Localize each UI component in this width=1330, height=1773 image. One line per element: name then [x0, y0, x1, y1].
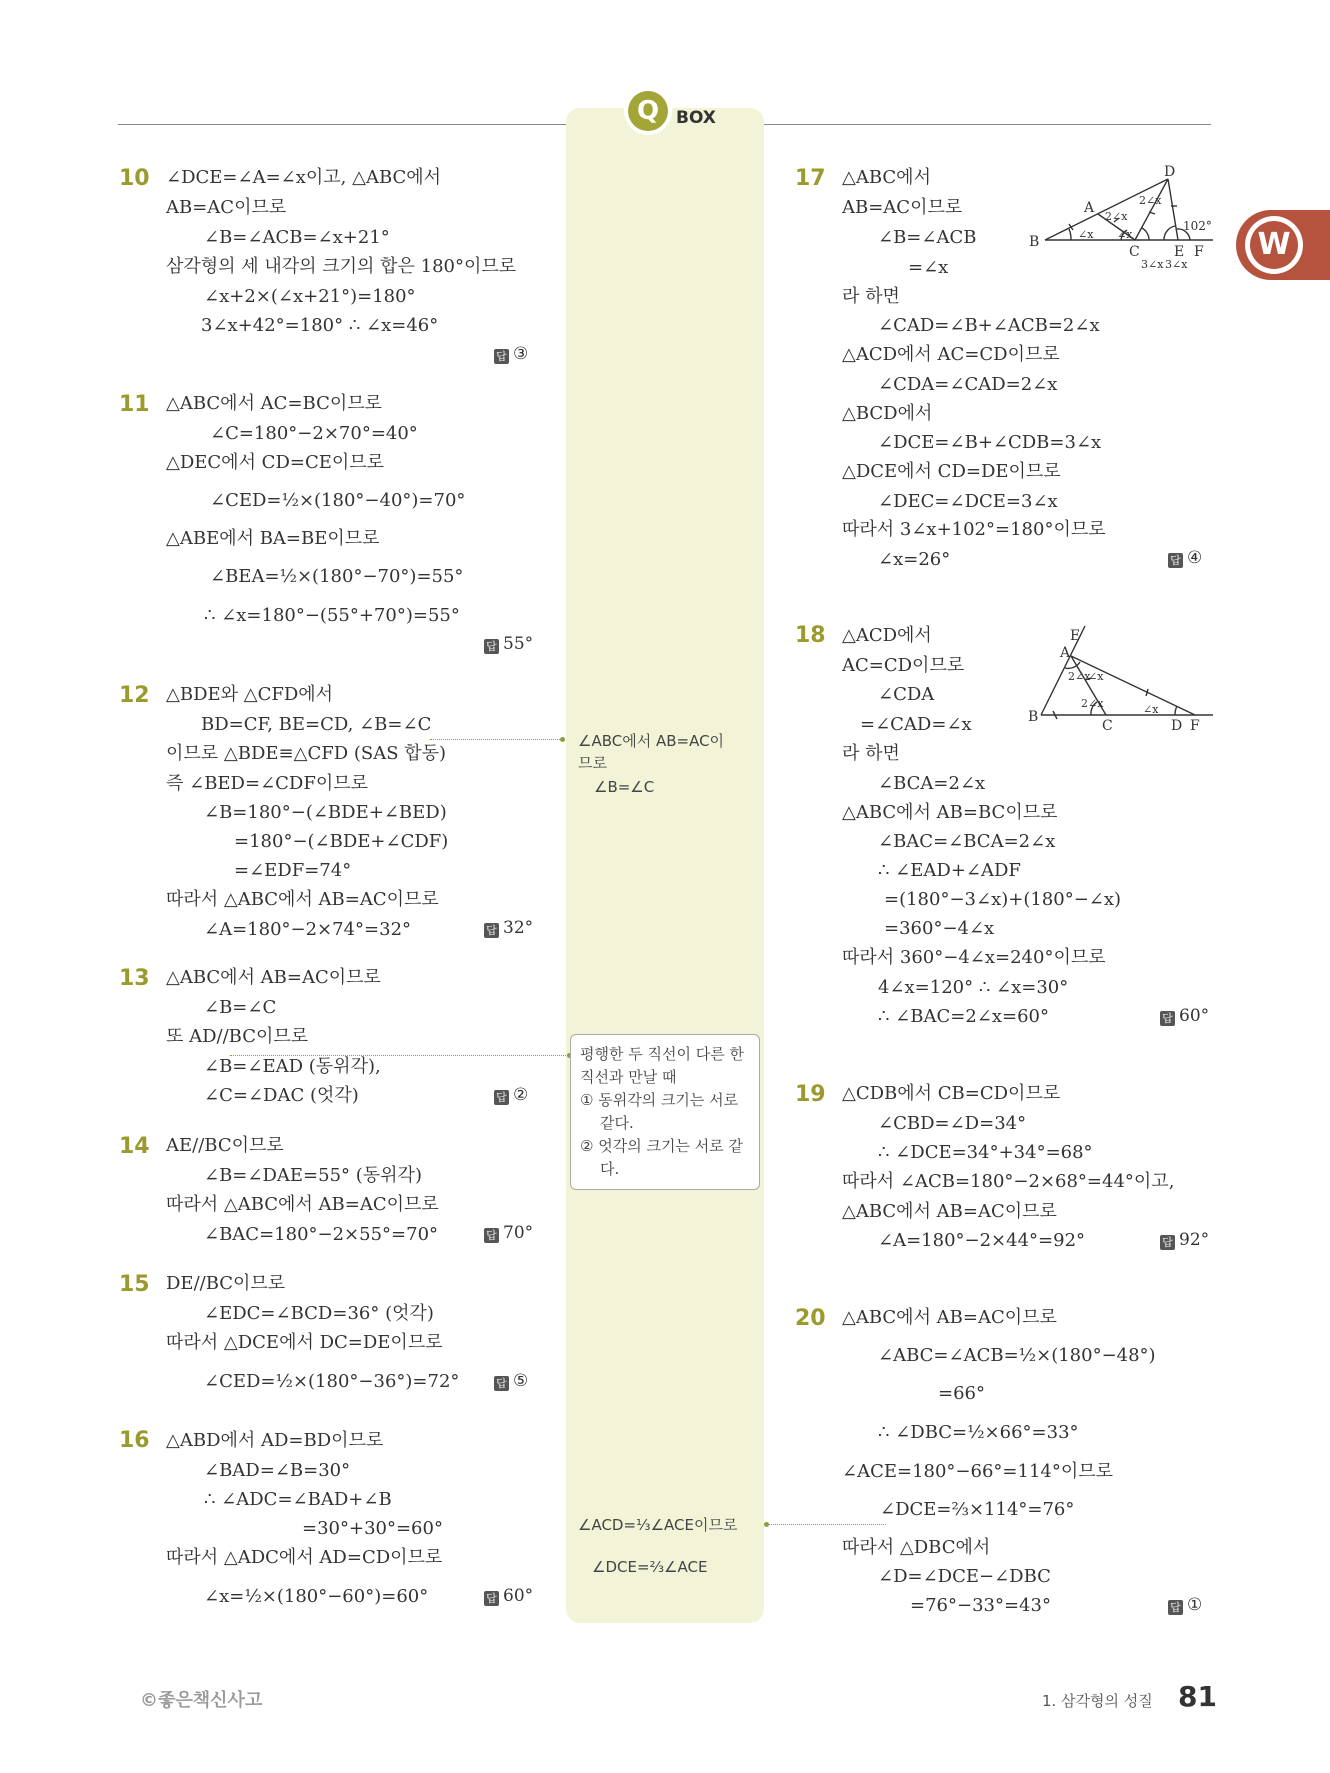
figure-18	[1025, 622, 1225, 732]
solution-line: AB=AC이므로	[166, 197, 287, 218]
solution-line: 라 하면	[842, 286, 900, 307]
solution-line: ∠DCE=∠B+∠CDB=3∠x	[878, 432, 1102, 453]
solution-line: ∠B=∠C	[204, 997, 277, 1018]
solution-line: AB=AC이므로	[842, 197, 963, 218]
solution-line: 라 하면	[842, 743, 900, 764]
answer-mark-icon: 답	[1168, 553, 1183, 568]
solution-line: △ABD에서 AD=BD이므로	[166, 1430, 384, 1451]
answer-value: ③	[513, 344, 529, 364]
solution-line: △CDB에서 CB=CD이므로	[842, 1083, 1061, 1104]
answer	[1160, 1006, 1209, 1026]
label-f: F	[1190, 718, 1200, 732]
angle-label: 2∠x	[1105, 210, 1128, 223]
solution-line: =360°−4∠x	[884, 918, 995, 939]
answer	[1168, 1595, 1202, 1615]
solution-line: =76°−33°=43°	[910, 1595, 1051, 1616]
answer	[494, 344, 528, 364]
q-logo-icon: Q	[628, 91, 668, 131]
answer-mark-icon: 답	[484, 923, 499, 938]
note-line: 다.	[600, 1160, 620, 1178]
answer	[484, 634, 533, 654]
answer-mark-icon: 답	[494, 1090, 509, 1105]
problem-number: 20	[795, 1306, 826, 1331]
angle-label: ∠x	[1143, 703, 1159, 716]
solution-line: ∴ ∠ADC=∠BAD+∠B	[204, 1489, 392, 1510]
solution-line: △ACD에서 AC=CD이므로	[842, 344, 1060, 365]
solution-line: 따라서 △DCE에서 DC=DE이므로	[166, 1332, 443, 1353]
solution-line: 4∠x=120° ∴ ∠x=30°	[878, 977, 1069, 998]
solution-line: =30°+30°=60°	[302, 1518, 443, 1539]
angle-arc	[1164, 226, 1175, 240]
note-line: ∠DCE=⅔∠ACE	[592, 1558, 708, 1576]
solution-line: ∠ABC=∠ACB=½×(180°−48°)	[878, 1345, 1156, 1366]
solution-line: BD=CF, BE=CD, ∠B=∠C	[201, 714, 432, 735]
problem-number: 14	[119, 1134, 150, 1159]
label-d: D	[1171, 718, 1183, 732]
solution-line: ∠B=∠ACB=∠x+21°	[204, 227, 390, 248]
solution-line: 따라서 △ADC에서 AD=CD이므로	[166, 1547, 443, 1568]
solution-line: =∠EDF=74°	[234, 860, 352, 881]
note-line: ② 엇각의 크기는 서로 같	[580, 1137, 743, 1155]
answer	[494, 1371, 528, 1391]
solution-line: ∠DEC=∠DCE=3∠x	[878, 491, 1058, 512]
solution-line: ∴ ∠x=180°−(55°+70°)=55°	[204, 605, 460, 626]
answer-value: 70°	[503, 1223, 534, 1243]
solution-line: △BDE와 △CFD에서	[166, 684, 334, 705]
solution-line: 따라서 △ABC에서 AB=AC이므로	[166, 889, 439, 910]
angle-label: 102°	[1183, 219, 1212, 233]
problem-number: 10	[119, 166, 150, 191]
label-b: B	[1028, 709, 1039, 725]
solution-line: 삼각형의 세 내각의 크기의 합은 180°이므로	[166, 256, 517, 277]
answer-value: ②	[513, 1085, 529, 1105]
solution-line: ∠ACE=180°−66°=114°이므로	[842, 1461, 1114, 1482]
answer-mark-icon: 답	[484, 1591, 499, 1606]
solution-line: ∠BCA=2∠x	[878, 773, 986, 794]
label-b: B	[1029, 234, 1040, 250]
solution-line: △BCD에서	[842, 403, 933, 424]
label-a: A	[1060, 645, 1071, 661]
answer-mark-icon: 답	[1160, 1011, 1175, 1026]
answer-mark-icon: 답	[494, 1376, 509, 1391]
angle-label: ∠x	[1078, 228, 1094, 241]
solution-line: =66°	[938, 1383, 985, 1404]
problem-number: 13	[119, 966, 150, 991]
solution-line: ∠A=180°−2×74°=32°	[204, 919, 412, 940]
solution-line: ∠CBD=∠D=34°	[878, 1113, 1027, 1134]
angle-arc	[1069, 229, 1071, 240]
answer	[494, 1085, 528, 1105]
leader-line	[230, 1055, 570, 1056]
solution-line: ∠DCE=∠A=∠x이고, △ABC에서	[166, 167, 442, 188]
solution-line: ∠CDA=∠CAD=2∠x	[878, 374, 1058, 395]
solution-line: ∴ ∠DCE=34°+34°=68°	[878, 1142, 1093, 1163]
answer	[1160, 1230, 1209, 1250]
w-logo-icon: W	[1250, 221, 1298, 269]
leader-line	[430, 739, 562, 740]
solution-line: ∠CDA	[878, 684, 935, 705]
angle-label: 2∠x	[1139, 194, 1162, 207]
solution-line: ∠B=180°−(∠BDE+∠BED)	[204, 802, 447, 823]
answer	[1168, 548, 1202, 568]
angle-label: 2∠x	[1081, 697, 1104, 710]
answer-value: 55°	[503, 634, 534, 654]
solution-line: AC=CD이므로	[842, 655, 965, 676]
solution-line: △ACD에서	[842, 625, 932, 646]
solution-line: ∠EDC=∠BCD=36° (엇각)	[204, 1303, 434, 1324]
segment-cd	[1135, 179, 1168, 240]
label-d: D	[1164, 164, 1176, 180]
note-line: 평행한 두 직선이 다른 한	[580, 1045, 744, 1063]
label-a: A	[1084, 200, 1095, 216]
figure-17	[1025, 162, 1225, 274]
solution-line: AE//BC이므로	[166, 1135, 284, 1156]
page-number: 81	[1178, 1680, 1217, 1713]
answer	[484, 1223, 533, 1243]
solution-line: △ABE에서 BA=BE이므로	[166, 528, 380, 549]
solution-line: ∠B=∠ACB	[878, 227, 977, 248]
solution-line: 또 AD//BC이므로	[166, 1026, 309, 1047]
problem-number: 17	[795, 166, 826, 191]
angle-label: ∠x	[1088, 670, 1104, 683]
segment-de	[1168, 179, 1178, 240]
solution-line: △DEC에서 CD=CE이므로	[166, 452, 385, 473]
solution-line: ∴ ∠EAD+∠ADF	[878, 860, 1021, 881]
solution-line: ∴ ∠BAC=2∠x=60°	[878, 1006, 1050, 1027]
note-line: 므로	[578, 754, 607, 772]
answer-mark-icon: 답	[1160, 1235, 1175, 1250]
problem-number: 15	[119, 1272, 150, 1297]
solution-line: ∠x=26°	[878, 549, 951, 570]
solution-line: 따라서 360°−4∠x=240°이므로	[842, 947, 1106, 968]
publisher-logo: ©좋은책신사고	[140, 1690, 263, 1711]
note-line: 직선과 만날 때	[580, 1068, 677, 1086]
chapter-title: 1. 삼각형의 성질	[1042, 1692, 1153, 1710]
answer-value: ①	[1187, 1595, 1203, 1615]
solution-line: =(180°−3∠x)+(180°−∠x)	[884, 889, 1122, 910]
solution-line: ∠D=∠DCE−∠DBC	[878, 1566, 1051, 1587]
note-line: ∠ACD=⅓∠ACE이므로	[578, 1516, 738, 1534]
solution-line: =∠CAD=∠x	[860, 714, 972, 735]
solution-line: ∴ ∠DBC=½×66°=33°	[878, 1422, 1079, 1443]
answer-value: ④	[1187, 548, 1203, 568]
note-line: ① 동위각의 크기는 서로	[580, 1091, 739, 1109]
solution-line: △DCE에서 CD=DE이므로	[842, 461, 1061, 482]
note-line: ∠ABC에서 AB=AC이	[578, 732, 725, 750]
answer-value: 60°	[1179, 1006, 1210, 1026]
angle-label: ∠x	[1117, 228, 1133, 241]
answer-mark-icon: 답	[484, 1228, 499, 1243]
solution-line: △ABC에서	[842, 167, 931, 188]
solution-line: ∠x=½×(180°−60°)=60°	[204, 1586, 429, 1607]
solution-line: ∠C=180°−2×70°=40°	[210, 423, 418, 444]
solution-line: ∠B=∠EAD (동위각),	[204, 1056, 381, 1077]
solution-line: 즉 ∠BED=∠CDF이므로	[166, 773, 369, 794]
solution-line: ∠BEA=½×(180°−70°)=55°	[210, 566, 464, 587]
note-line: ∠B=∠C	[594, 778, 655, 796]
solution-line: 따라서 △ABC에서 AB=AC이므로	[166, 1194, 439, 1215]
solution-line: =∠x	[908, 257, 949, 278]
solution-line: 따라서 3∠x+102°=180°이므로	[842, 519, 1106, 540]
solution-line: ∠A=180°−2×44°=92°	[878, 1230, 1086, 1251]
solution-line: ∠BAC=∠BCA=2∠x	[878, 831, 1056, 852]
problem-number: 12	[119, 683, 150, 708]
answer-mark-icon: 답	[484, 639, 499, 654]
solution-line: DE//BC이므로	[166, 1273, 286, 1294]
solution-line: △ABC에서 AB=AC이므로	[842, 1201, 1057, 1222]
solution-line: ∠DCE=⅔×114°=76°	[880, 1499, 1075, 1520]
solution-line: ∠x+2×(∠x+21°)=180°	[204, 286, 416, 307]
solution-line: ∠BAC=180°−2×55°=70°	[204, 1224, 439, 1245]
box-label: BOX	[676, 108, 716, 128]
solution-line: 따라서 ∠ACB=180°−2×68°=44°이고,	[842, 1171, 1175, 1192]
solution-line: ∠B=∠DAE=55° (동위각)	[204, 1165, 422, 1186]
leader-line	[766, 1524, 886, 1525]
label-c: C	[1102, 718, 1113, 732]
label-e: E	[1070, 628, 1081, 644]
label-c: C	[1129, 244, 1140, 260]
solution-line: ∠CAD=∠B+∠ACB=2∠x	[878, 315, 1100, 336]
q-box-column	[566, 108, 764, 1623]
tick-mark	[1146, 689, 1148, 696]
problem-number: 18	[795, 623, 826, 648]
answer-mark-icon: 답	[494, 349, 509, 364]
solution-line: 이므로 △BDE≡△CFD (SAS 합동)	[166, 743, 447, 764]
angle-label: 2∠x	[1068, 670, 1091, 683]
answer-value: 92°	[1179, 1230, 1210, 1250]
angle-label: 3∠x	[1141, 258, 1164, 271]
solution-line: ∠C=∠DAC (엇각)	[204, 1085, 359, 1106]
solution-line: 따라서 △DBC에서	[842, 1537, 991, 1558]
solution-line: △ABC에서 AB=AC이므로	[842, 1307, 1057, 1328]
answer-mark-icon: 답	[1168, 1600, 1183, 1615]
solution-line: 3∠x+42°=180° ∴ ∠x=46°	[201, 315, 439, 336]
answer-value: ⑤	[513, 1371, 529, 1391]
note-line: 같다.	[600, 1114, 634, 1132]
angle-label: 3∠x	[1165, 258, 1188, 271]
answer-value: 32°	[503, 918, 534, 938]
solution-line: ∠CED=½×(180°−36°)=72°	[204, 1371, 460, 1392]
solution-line: ∠CED=½×(180°−40°)=70°	[210, 490, 466, 511]
solution-line: ∠BAD=∠B=30°	[204, 1460, 351, 1481]
angle-arc	[1142, 228, 1149, 240]
solution-line: =180°−(∠BDE+∠CDF)	[234, 831, 449, 852]
solution-line: △ABC에서 AC=BC이므로	[166, 393, 383, 414]
answer-value: 60°	[503, 1586, 534, 1606]
label-e: E	[1174, 244, 1185, 260]
problem-number: 19	[795, 1082, 826, 1107]
answer	[484, 1586, 533, 1606]
angle-arc	[1175, 706, 1177, 715]
problem-number: 16	[119, 1428, 150, 1453]
solution-line: △ABC에서 AB=BC이므로	[842, 802, 1058, 823]
problem-number: 11	[119, 392, 150, 417]
label-f: F	[1194, 244, 1204, 260]
solution-line: △ABC에서 AB=AC이므로	[166, 967, 381, 988]
answer	[484, 918, 533, 938]
